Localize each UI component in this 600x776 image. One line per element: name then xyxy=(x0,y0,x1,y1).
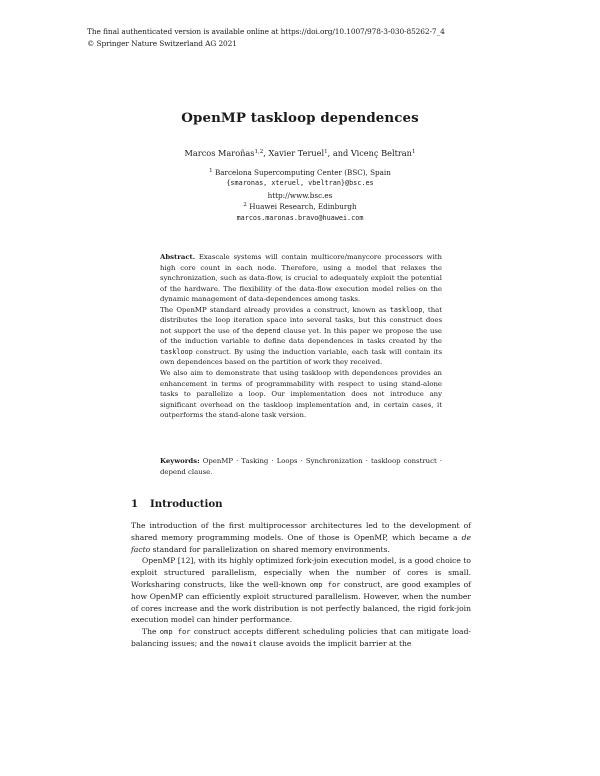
abstract-paragraph: We also aim to demonstrate that using taskloop with dependences provides an enhancement in terms of programmability with respect to using stand-alone tasks to parallelize a loop. Our implementation does not introduce any significant overhead on the taskloop implementation and, in certain cases, it outperforms the stand-alone task version. xyxy=(160,369,442,420)
keywords xyxy=(160,456,442,477)
code-omp-for: omp for xyxy=(309,579,341,589)
abstract-label: Abstract. xyxy=(160,253,196,261)
body-paragraph: The omp for construct accepts different scheduling policies that can mitigate load-balancing issues; and the nowait clause avoids the implicit barrier at the xyxy=(131,627,471,648)
author-affiliation-mark: 1 xyxy=(411,149,416,155)
code-taskloop: taskloop xyxy=(389,305,423,314)
author-affiliation-mark: 1 xyxy=(324,149,328,155)
section-heading xyxy=(131,498,223,510)
affiliation-2: $^2$ Huawei Research, Edinburgh xyxy=(243,202,357,212)
paper-title: OpenMP taskloop dependences xyxy=(181,110,419,126)
code-nowait: nowait xyxy=(231,638,257,648)
keywords-text: OpenMP · Tasking · Loops · Synchronization · taskloop construct · depend clause. xyxy=(160,457,442,476)
author-separator: , xyxy=(263,148,269,158)
author-separator: , and xyxy=(327,148,351,158)
body-paragraph: OpenMP [12], with its highly optimized fork-join execution model, is a good choice to exploit structured parallelism, especially when the number of cores is small. Worksharing constructs, like the well-known omp for construct, are good examples of how OpenMP can efficiently exploit structured parallelism. However, when the number of cores increase and the work distribution is not perfectly balanced, the rigid fork-join execution model can hinder performance. xyxy=(131,556,471,625)
author-affiliation-mark: 1,2 xyxy=(254,149,264,155)
affiliations xyxy=(0,167,600,224)
abstract-paragraph: The OpenMP standard already provides a construct, known as taskloop, that distributes the loop iteration space into several tasks, but this construct does not support the use of the depend clause yet. In this paper we propose the use of the induction variable to define data dependences in tasks created by the taskloop construct. By using the induction variable, each task will contain its own dependences based on the partition of work they received. xyxy=(160,305,443,367)
affiliation-1-url[interactable]: http://www.bsc.es xyxy=(267,190,333,200)
author-list xyxy=(0,148,600,158)
abstract-paragraph: Abstract. Exascale systems will contain multicore/manycore processors with high core count in each node. Therefore, using a model that relaxes the synchronization, such as data-flow, is crucial to adequately exploit the potential of the hardware. The flexibility of the data-flow execution model relies on the dynamic management of data-dependences among tasks. xyxy=(160,253,442,304)
abstract xyxy=(160,252,442,421)
author-name: Xavier Teruel xyxy=(268,148,325,158)
code-omp-for: omp for xyxy=(159,627,191,637)
affiliation-2-email[interactable]: marcos.maronas.bravo@huawei.com xyxy=(236,213,364,222)
body-paragraph: The introduction of the first multiprocessor architectures led to the development of shared memory programming models. One of those is OpenMP, which became a de facto standard for parallelization on shared memory environments. xyxy=(131,521,471,554)
affiliation-1-emails[interactable]: {smaronas, xteruel, vbeltran}@bsc.es xyxy=(226,179,374,188)
code-taskloop: taskloop xyxy=(160,347,193,356)
author-name: Marcos Maroñas xyxy=(184,148,255,158)
affiliation-1: $^1$ Barcelona Supercomputing Center (BSC), Spain xyxy=(209,168,391,177)
publication-notice: The final authenticated version is available online at https://doi.org/10.1007/978-3-030-85262-7_4 xyxy=(87,27,445,36)
keywords-label: Keywords: xyxy=(160,457,200,465)
author-name: Vicenç Beltran xyxy=(350,148,412,158)
code-depend: depend xyxy=(256,326,281,335)
section-number: 1 xyxy=(131,498,139,510)
section-title: Introduction xyxy=(150,498,223,510)
italic-term: de facto xyxy=(131,532,471,554)
copyright-notice: © Springer Nature Switzerland AG 2021 xyxy=(87,39,237,48)
section-body xyxy=(131,520,471,650)
